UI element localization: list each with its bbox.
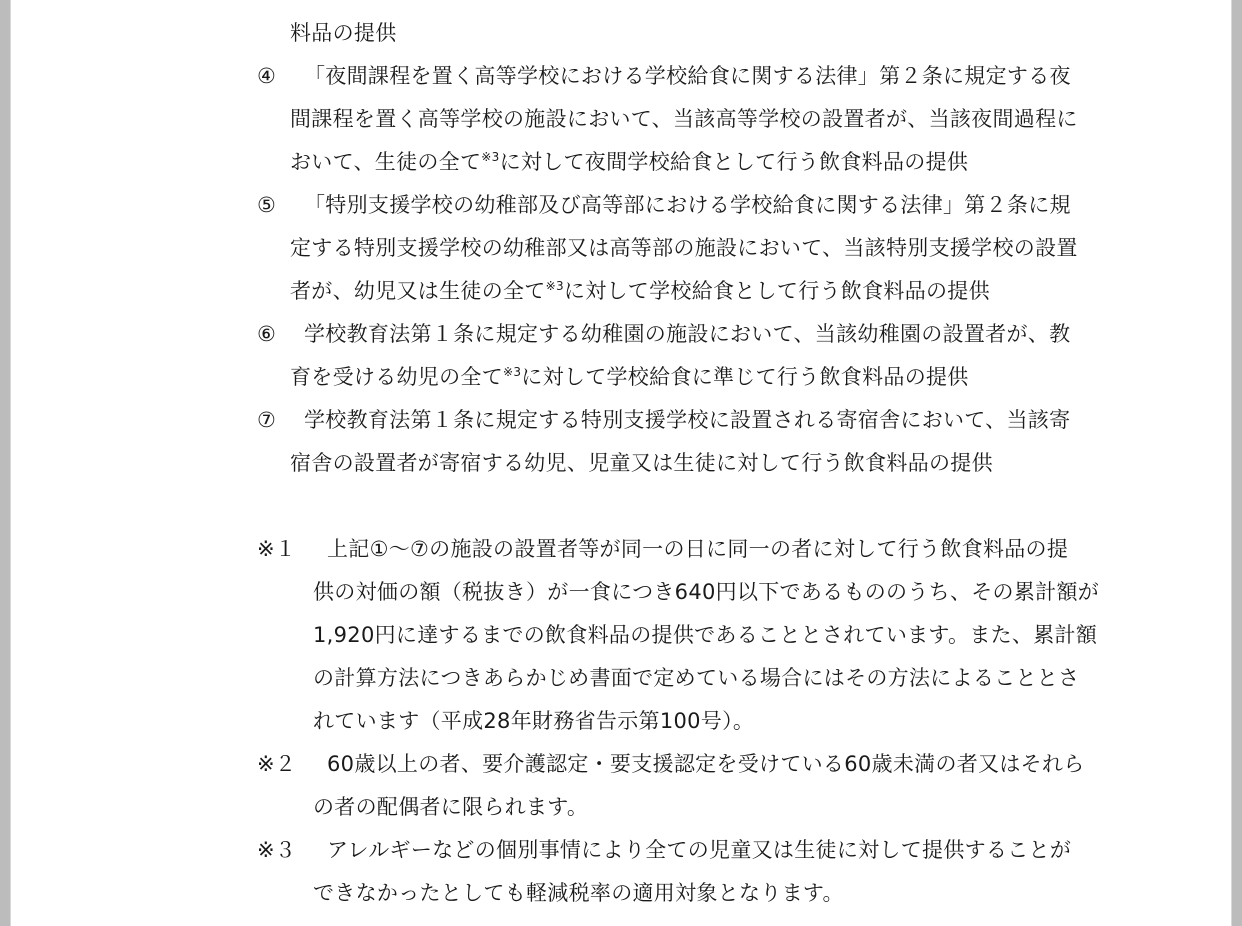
item-marker: ⑥ <box>257 322 277 346</box>
item-7-line-2 <box>257 442 1137 485</box>
item-line: に対して学校給食に準じて行う飲食料品の提供 <box>521 365 969 389</box>
note-line: 上記①～⑦の施設の設置者等が同一の日に同一の者に対して行う飲食料品の提 <box>327 537 1069 561</box>
item-line: 「特別支援学校の幼稚部及び高等部における学校給食に関する法律」第２条に規 <box>304 193 1071 217</box>
item-5-line-2 <box>257 227 1137 270</box>
blank-line <box>257 485 1137 528</box>
item-line: 者が、幼児又は生徒の全て <box>290 279 546 303</box>
item-5 <box>257 184 1137 227</box>
note-line: 60歳以上の者、要介護認定・要支援認定を受けている60歳未満の者又はそれら <box>327 752 1085 776</box>
note-3-line-2 <box>257 872 1137 915</box>
item-line: 育を受ける幼児の全て <box>290 365 503 389</box>
item-line: 宿舎の設置者が寄宿する幼児、児童又は生徒に対して行う飲食料品の提供 <box>290 451 993 475</box>
note-line: の者の配偶者に限られます。 <box>313 795 589 819</box>
item-line: 学校教育法第１条に規定する特別支援学校に設置される寄宿舎において、当該寄 <box>304 408 1071 432</box>
note-line: アレルギーなどの個別事情により全ての児童又は生徒に対して提供することが <box>327 838 1072 862</box>
item-marker: ⑤ <box>257 193 277 217</box>
item-line: 料品の提供 <box>290 21 397 45</box>
item-marker: ④ <box>257 64 277 88</box>
footnote-ref: ※3 <box>545 279 564 293</box>
item-line: 「夜間課程を置く高等学校における学校給食に関する法律」第２条に規定する夜 <box>304 64 1071 88</box>
item-4 <box>257 55 1137 98</box>
note-marker: ※２ <box>257 752 297 776</box>
note-3 <box>257 829 1137 872</box>
note-line: の計算方法につきあらかじめ書面で定めている場合にはその方法によることとさ <box>313 666 1080 690</box>
item-line: 学校教育法第１条に規定する幼稚園の施設において、当該幼稚園の設置者が、教 <box>304 322 1071 346</box>
item-3-continuation <box>257 12 1137 55</box>
note-line: できなかったとしても軽減税率の適用対象となります。 <box>313 881 844 905</box>
item-line: に対して学校給食として行う飲食料品の提供 <box>563 279 990 303</box>
document-body <box>257 12 1137 915</box>
item-5-line-3 <box>257 270 1137 313</box>
item-6-line-2 <box>257 356 1137 399</box>
note-line: れています（平成28年財務省告示第100号）。 <box>313 709 755 733</box>
note-line: 供の対価の額（税抜き）が一食につき640円以下であるもののうち、その累計額が <box>313 580 1100 604</box>
document-page <box>10 0 1232 926</box>
note-1-line-2 <box>257 571 1137 614</box>
note-1-line-4 <box>257 657 1137 700</box>
item-4-line-3 <box>257 141 1137 184</box>
note-2-line-2 <box>257 786 1137 829</box>
note-line: 1,920円に達するまでの飲食料品の提供であることとされています。また、累計額 <box>313 623 1098 647</box>
item-line: に対して夜間学校給食として行う飲食料品の提供 <box>499 150 969 174</box>
item-6 <box>257 313 1137 356</box>
item-line: 間課程を置く高等学校の施設において、当該高等学校の設置者が、当該夜間過程に <box>290 107 1078 131</box>
item-4-line-2 <box>257 98 1137 141</box>
footnote-ref: ※3 <box>503 365 522 379</box>
note-1-line-3 <box>257 614 1137 657</box>
item-7 <box>257 399 1137 442</box>
footnote-ref: ※3 <box>481 150 500 164</box>
note-1 <box>257 528 1137 571</box>
note-marker: ※１ <box>257 537 297 561</box>
note-2 <box>257 743 1137 786</box>
item-line: おいて、生徒の全て <box>290 150 482 174</box>
note-1-line-5 <box>257 700 1137 743</box>
item-marker: ⑦ <box>257 408 277 432</box>
item-line: 定する特別支援学校の幼稚部又は高等部の施設において、当該特別支援学校の設置 <box>290 236 1078 260</box>
note-marker: ※３ <box>257 838 297 862</box>
